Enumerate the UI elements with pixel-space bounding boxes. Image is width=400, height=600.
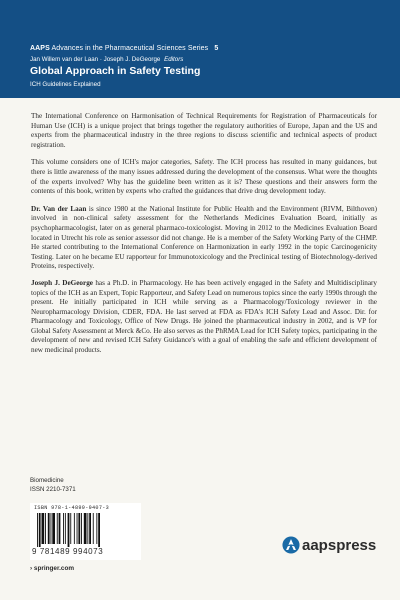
barcode-bar	[65, 513, 66, 544]
barcode-bar	[96, 513, 97, 544]
editors-role: Editors	[164, 56, 184, 63]
barcode-bar	[48, 513, 50, 544]
barcode-bar	[45, 513, 46, 544]
blurb-paragraph-intro: The International Conference on Harmonisation of Technical Requirements for Registration of Pharmaceuticals for Human Use (ICH) is a unique project that brings together the regulatory authorities of Europe, Japan and the US and experts from the pharmaceutical industry in the three regions to discuss scientific and technical aspects of product registration.	[31, 112, 377, 149]
barcode-bar	[52, 513, 55, 544]
barcode-bar	[63, 513, 64, 544]
issn-label: ISSN 2210-7371	[30, 485, 76, 493]
barcode-bar	[77, 513, 78, 544]
barcode-bar	[68, 513, 70, 547]
series-meta	[30, 477, 76, 494]
barcode-bar	[81, 513, 82, 544]
editors-names: Jan Willem van der Laan · Joseph J. DeGeorge	[30, 56, 161, 63]
bio-text: is since 1980 at the National Institute for Public Health and the Environment (RIVM, Bilthoven) involved in non-clinical safety assessment for the Netherlands Medicines Evaluation Board, initially as psychopharmacologist, later on as general pharmaco-toxicologist. Moving in 2012 to the Medicines Evaluation Board located in Utrecht his role as senior assessor did not change. He is a member of the Safety Working Party of the CHMP. He started contributing to the International Conference on Harmonization in early 1992 in the topic Carcinogenicity Testing. Later on he became EU rapporteur for Immunotoxicology and the Preclinical testing of Biotechnology-derived Proteins, respectively.	[31, 204, 377, 271]
barcode-digits: 9 781489 994073	[32, 547, 104, 556]
logo-wordmark: aapspress	[302, 536, 377, 554]
series-full-name: Advances in the Pharmaceutical Sciences Series	[51, 45, 209, 52]
publisher-logo	[282, 536, 376, 554]
bio-van-der-laan	[31, 205, 377, 272]
barcode-bar	[84, 513, 87, 544]
isbn-text: ISBN 978-1-4899-9407-3	[34, 505, 110, 511]
barcode-bar	[70, 513, 71, 544]
barcode-bars	[36, 513, 136, 547]
bio-name: Joseph J. DeGeorge	[31, 278, 93, 287]
barcode-bar	[57, 513, 58, 544]
barcode-bar	[98, 513, 100, 547]
series-name: AAPS	[30, 45, 50, 52]
barcode-bar	[87, 513, 88, 544]
barcode-bar	[59, 513, 61, 544]
book-title: Global Approach in Safety Testing	[30, 65, 201, 77]
back-cover-blurb	[31, 112, 377, 364]
barcode-bar	[39, 513, 41, 547]
barcode-bar	[42, 513, 45, 544]
series-number: 5	[214, 45, 219, 52]
website-link[interactable]: › springer.com	[30, 565, 75, 572]
series-line	[30, 45, 218, 52]
subject-label: Biomedicine	[30, 477, 64, 484]
bio-text: has a Ph.D. in Pharmacology. He has been actively engaged in the Safety and Multidisciplinary topics of the ICH as an Expert, Topic Rapporteur, and Safety Lead on numerous topics since the early 1990s through the present. He initially participated in ICH while serving as a Pharmacology/Toxicology reviewer in the Neuropharmacology Division, CDER, FDA. He last served at FDA as FDA's ICH Safety Lead and Assoc. Dir. for Pharmacology and Toxicology, Office of New Drugs. He joined the pharmaceutical industry in 2002, and is VP for Global Safety Assessment at Merck &Co. He also serves as the PhRMA Lead for ICH Safety topics, participating in the development of new and revised ICH Safety Guidance's with a goal of enabling the safe and efficient development of new medicinal products.	[31, 278, 377, 355]
barcode-bar	[37, 513, 38, 547]
aaps-logo-icon	[282, 536, 300, 554]
barcode-bar	[74, 513, 75, 544]
barcode-bar	[51, 513, 52, 544]
barcode-bar	[78, 513, 80, 544]
book-subtitle: ICH Guidelines Explained	[30, 81, 101, 88]
barcode	[30, 503, 141, 560]
bio-name: Dr. Van der Laan	[31, 204, 87, 213]
blurb-paragraph-volume: This volume considers one of ICH's major categories, Safety. The ICH process has resulted in many guidances, but there is little awareness of the many issues addressed during the development of the consensus. What were the thoughts of the experts involved? Why has the guideline been written as it is? These questions and their answers form the contents of this book, written by experts who crafted the guidances that drive drug development today.	[31, 158, 377, 196]
editors-line	[30, 56, 183, 63]
bio-degeorge	[31, 279, 377, 356]
cover-header	[0, 0, 400, 98]
barcode-bar	[93, 513, 94, 544]
barcode-bar	[89, 513, 91, 544]
